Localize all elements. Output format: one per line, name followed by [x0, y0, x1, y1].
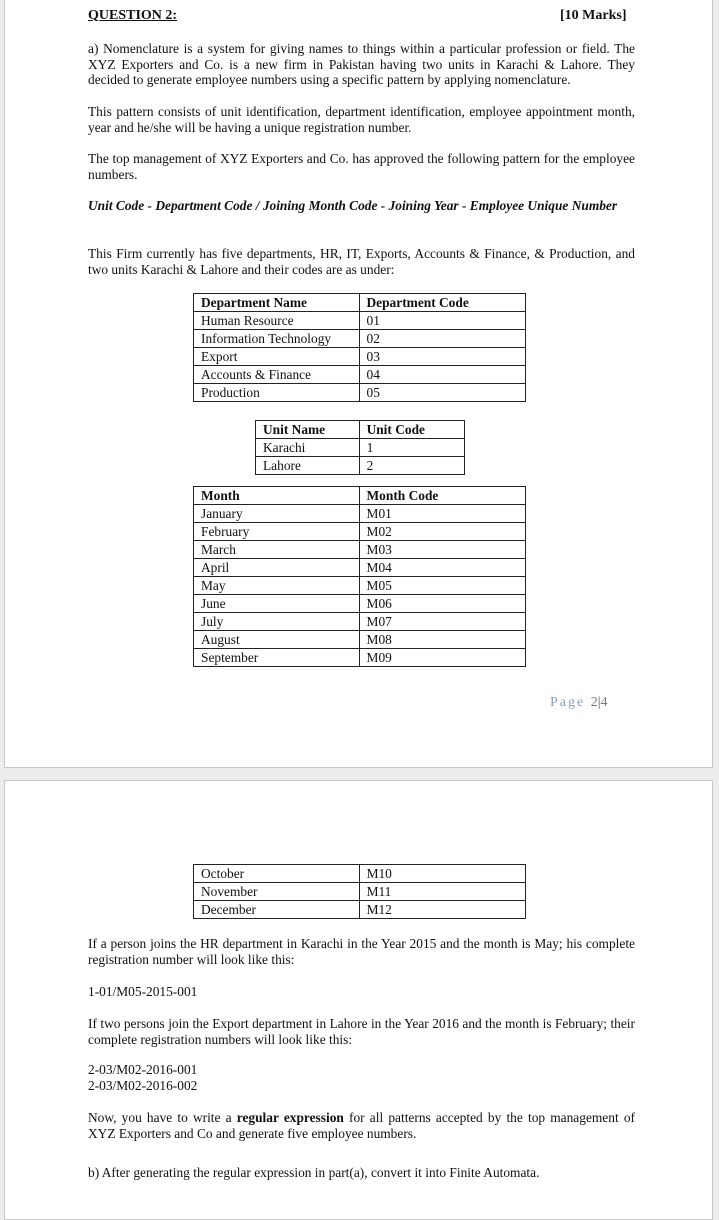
table-cell: 02 — [359, 330, 526, 348]
table-cell: M10 — [359, 865, 525, 883]
table-cell: M08 — [359, 631, 525, 649]
table-cell: M01 — [359, 505, 525, 523]
table-cell: M02 — [359, 523, 525, 541]
table-cell: 04 — [359, 366, 526, 384]
table-cell: Information Technology — [194, 330, 360, 348]
page-number-current: 2 — [590, 695, 598, 710]
month-table — [193, 486, 526, 667]
table-cell: December — [194, 901, 360, 919]
table-row — [194, 505, 526, 523]
page-number-label: Page — [550, 695, 586, 710]
table-row — [194, 883, 526, 901]
table-row — [194, 613, 526, 631]
document-page-2 — [4, 780, 713, 1220]
table-cell: April — [194, 559, 360, 577]
task-bold-term: regular expression — [236, 1110, 344, 1125]
table-row — [194, 649, 526, 667]
example-1-number: 1-01/M05-2015-001 — [88, 984, 198, 999]
table-cell: February — [194, 523, 360, 541]
table-cell: M12 — [359, 901, 525, 919]
page-number-total: 4 — [600, 695, 608, 710]
table-header-row — [194, 487, 526, 505]
table-header-cell: Month Code — [359, 487, 525, 505]
table-cell: M05 — [359, 577, 525, 595]
table-header-cell: Unit Name — [256, 421, 360, 439]
table-cell: Production — [194, 384, 360, 402]
table-cell: M11 — [359, 883, 525, 901]
table-cell: June — [194, 595, 360, 613]
table-row — [194, 559, 526, 577]
table-cell: Karachi — [256, 439, 360, 457]
table-row — [194, 901, 526, 919]
table-row — [194, 631, 526, 649]
table-row — [194, 541, 526, 559]
example-2-number-1: 2-03/M02-2016-001 — [88, 1062, 198, 1077]
table-row — [194, 523, 526, 541]
table-header-cell: Department Name — [194, 294, 360, 312]
task-paragraph — [88, 1110, 635, 1141]
table-cell: M03 — [359, 541, 525, 559]
table-row — [194, 330, 526, 348]
table-row — [194, 366, 526, 384]
table-row — [194, 348, 526, 366]
table-row — [194, 577, 526, 595]
paragraph-pattern-description: This pattern consists of unit identification, department identification, employee appointment month, year and he/she will be having a unique registration number. — [88, 104, 635, 135]
table-header-row — [256, 421, 465, 439]
task-text-after: for all patterns accepted by the top management of XYZ Exporters and Co and generate five employee numbers. — [88, 1110, 635, 1141]
paragraph-departments: This Firm currently has five departments, HR, IT, Exports, Accounts & Finance, & Production, and two units Karachi & Lahore and their codes are as under: — [88, 246, 635, 277]
table-cell: 01 — [359, 312, 526, 330]
example-2-number-2: 2-03/M02-2016-002 — [88, 1078, 198, 1093]
table-cell: May — [194, 577, 360, 595]
table-cell: M04 — [359, 559, 525, 577]
example-2-text: If two persons join the Export department in Lahore in the Year 2016 and the month is February; their complete registration numbers will look like this: — [88, 1016, 635, 1047]
table-cell: August — [194, 631, 360, 649]
paragraph-nomenclature: a) Nomenclature is a system for giving names to things within a particular profession or field. The XYZ Exporters and Co. is a new firm in Pakistan having two units in Karachi & Lahore. They decided to generate employee numbers using a specific pattern by applying nomenclature. — [88, 41, 635, 87]
page-number — [550, 695, 608, 711]
table-row — [194, 595, 526, 613]
table-row — [256, 439, 465, 457]
table-cell: M07 — [359, 613, 525, 631]
table-cell: M09 — [359, 649, 525, 667]
month-table-continued — [193, 864, 526, 919]
table-cell: July — [194, 613, 360, 631]
table-cell: November — [194, 883, 360, 901]
table-cell: October — [194, 865, 360, 883]
table-header-cell: Unit Code — [359, 421, 464, 439]
unit-table — [255, 420, 465, 475]
department-table — [193, 293, 526, 402]
table-header-row — [194, 294, 526, 312]
table-cell: Export — [194, 348, 360, 366]
table-row — [256, 457, 465, 475]
table-cell: 1 — [359, 439, 464, 457]
table-cell: Lahore — [256, 457, 360, 475]
question-title: QUESTION 2: — [88, 8, 178, 23]
table-row — [194, 384, 526, 402]
paragraph-approval: The top management of XYZ Exporters and Co. has approved the following pattern for the employee numbers. — [88, 151, 635, 182]
table-cell: Human Resource — [194, 312, 360, 330]
table-cell: January — [194, 505, 360, 523]
table-cell: 2 — [359, 457, 464, 475]
table-cell: March — [194, 541, 360, 559]
table-row — [194, 312, 526, 330]
part-b-text: b) After generating the regular expression in part(a), convert it into Finite Automata. — [88, 1165, 540, 1180]
table-cell: 05 — [359, 384, 526, 402]
example-1-text: If a person joins the HR department in Karachi in the Year 2015 and the month is May; his complete registration number will look like this: — [88, 936, 635, 967]
table-header-cell: Month — [194, 487, 360, 505]
page-number-separator: | — [597, 695, 601, 710]
document-page-1 — [4, 0, 713, 768]
table-row — [194, 865, 526, 883]
table-header-cell: Department Code — [359, 294, 526, 312]
table-cell: Accounts & Finance — [194, 366, 360, 384]
pattern-definition: Unit Code - Department Code / Joining Month Code - Joining Year - Employee Unique Number — [88, 198, 618, 213]
table-cell: M06 — [359, 595, 525, 613]
task-text-before: Now, you have to write a — [88, 1110, 237, 1125]
table-cell: 03 — [359, 348, 526, 366]
table-cell: September — [194, 649, 360, 667]
question-marks: [10 Marks] — [560, 8, 627, 23]
